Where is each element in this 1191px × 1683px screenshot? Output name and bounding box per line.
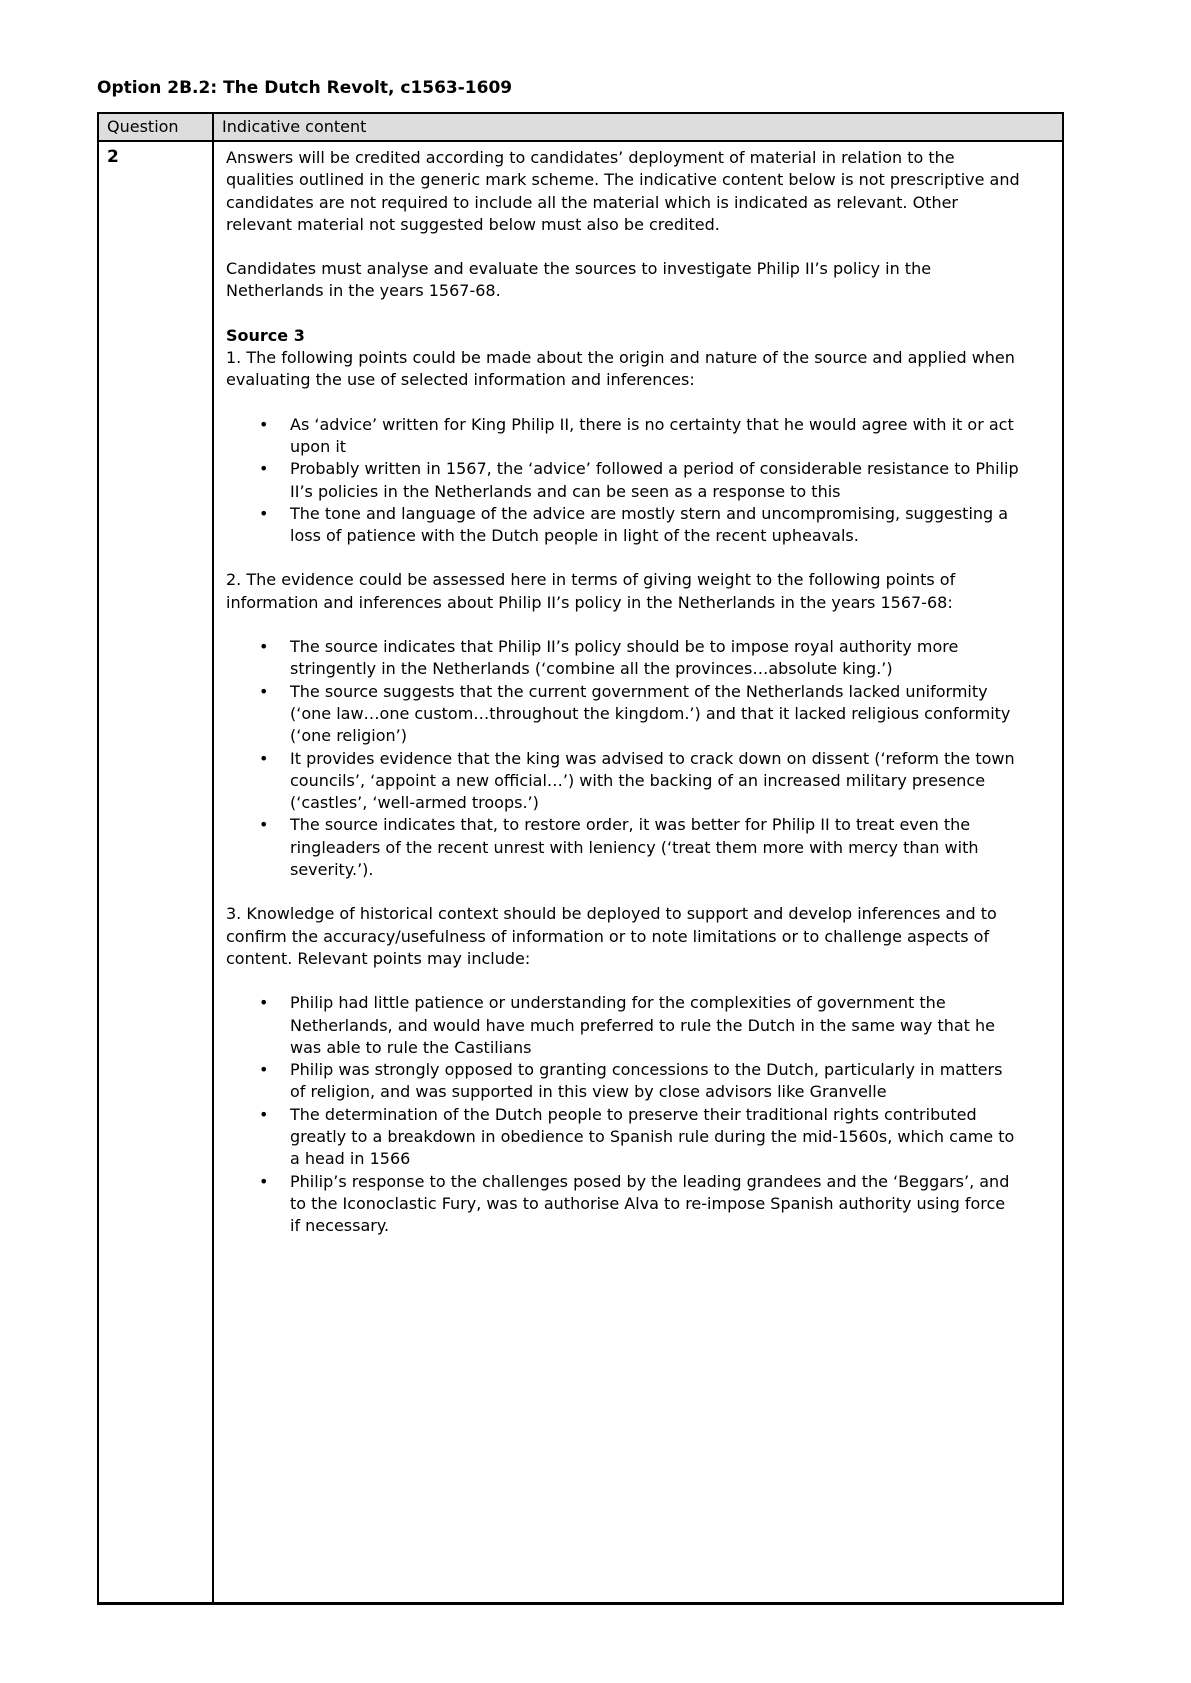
bullet-icon: •: [259, 503, 269, 523]
section-2-lead: 2. The evidence could be assessed here in terms of giving weight to the following points of information and inferences about Philip II’s policy in the Netherlands in the years 1567-68:: [226, 570, 956, 612]
bullet-item: [226, 992, 1020, 1059]
section-3-bullet-list: [226, 992, 1020, 1237]
bullet-text: Philip’s response to the challenges posed by the leading grandees and the ‘Beggars’, and to the Iconoclastic Fury, was to authorise Alva to re-impose Spanish authority using force if necessary.: [290, 1171, 1010, 1236]
bullet-text: The determination of the Dutch people to preserve their traditional rights contributed greatly to a breakdown in obedience to Spanish rule during the mid-1560s, which came to a head in 1566: [290, 1104, 1015, 1169]
mark-scheme-table: [97, 112, 1064, 1605]
section-1-bullet-list: [226, 414, 1020, 548]
intro-paragraph-task-statement: Candidates must analyse and evaluate the sources to investigate Philip II’s policy in the Netherlands in the years 1567-68.: [226, 259, 932, 301]
bullet-item: [226, 414, 1020, 459]
bullet-text: The source indicates that, to restore order, it was better for Philip II to treat even the ringleaders of the recent unrest with leniency (‘treat them more with mercy than with severity.’).: [290, 815, 979, 880]
bullet-item: [226, 681, 1020, 748]
section-3-lead: 3. Knowledge of historical context should be deployed to support and develop inferences and to confirm the accuracy/usefulness of information or to note limitations or to challenge aspects of content. Relevant points may include:: [226, 904, 997, 968]
bullet-item: [226, 503, 1020, 548]
intro-paragraph-credit-statement: Answers will be credited according to candidates’ deployment of material in relation to the qualities outlined in the generic mark scheme. The indicative content below is not prescriptive and candidates are not required to include all the material which is indicated as relevant. Other relevant material not suggested below must also be credited.: [226, 148, 1020, 234]
bullet-icon: •: [259, 414, 269, 434]
bullet-text: Probably written in 1567, the ‘advice’ followed a period of considerable resistance to Philip II’s policies in the Netherlands and can be seen as a response to this: [290, 459, 1019, 501]
bullet-item: [226, 1059, 1020, 1104]
indicative-content-column-header: Indicative content: [213, 113, 1063, 141]
table-header-row: [98, 113, 1063, 141]
bullet-text: It provides evidence that the king was advised to crack down on dissent (‘reform the town councils’, ‘appoint a new official…’) with the backing of an increased military presence (‘castles’, ‘well-armed troops.’): [290, 748, 1015, 813]
table-row: [98, 141, 1063, 1604]
bullet-icon: •: [259, 637, 269, 657]
question-column-header: Question: [98, 113, 213, 141]
question-number-cell: 2: [98, 141, 213, 1604]
bullet-item: [226, 1104, 1020, 1171]
section-2-bullet-list: [226, 636, 1020, 881]
bullet-icon: •: [259, 1060, 269, 1080]
bullet-icon: •: [259, 459, 269, 479]
bullet-item: [226, 814, 1020, 881]
bullet-item: [226, 458, 1020, 503]
bullet-text: The source suggests that the current government of the Netherlands lacked uniformity (‘one law…one custom…throughout the kingdom.’) and that it lacked religious conformity (‘one religion’): [290, 681, 1011, 746]
bullet-text: The tone and language of the advice are mostly stern and uncompromising, suggesting a loss of patience with the Dutch people in light of the recent upheavals.: [290, 503, 1009, 546]
bullet-text: Philip had little patience or understanding for the complexities of government the Netherlands, and would have much preferred to rule the Dutch in the same way that he was able to rule the Castilians: [290, 993, 996, 1057]
bullet-icon: •: [259, 748, 269, 768]
document-title: Option 2B.2: The Dutch Revolt, c1563-1609: [97, 78, 513, 98]
indicative-content-cell: [213, 141, 1063, 1604]
bullet-text: As ‘advice’ written for King Philip II, there is no certainty that he would agree with it or act upon it: [290, 414, 1014, 456]
section-1-lead: 1. The following points could be made about the origin and nature of the source and applied when evaluating the use of selected information and inferences:: [226, 348, 1015, 390]
bullet-icon: •: [259, 815, 269, 835]
bullet-icon: •: [259, 993, 269, 1013]
bullet-icon: •: [259, 681, 269, 701]
source-heading: Source 3: [226, 325, 305, 345]
bullet-item: [226, 748, 1020, 815]
bullet-item: [226, 636, 1020, 681]
bullet-icon: •: [259, 1104, 269, 1124]
bullet-item: [226, 1171, 1020, 1238]
bullet-icon: •: [259, 1171, 269, 1191]
bullet-text: Philip was strongly opposed to granting concessions to the Dutch, particularly in matters of religion, and was supported in this view by close advisors like Granvelle: [290, 1060, 1003, 1102]
bullet-text: The source indicates that Philip II’s policy should be to impose royal authority more stringently in the Netherlands (‘combine all the provinces…absolute king.’): [290, 637, 959, 679]
